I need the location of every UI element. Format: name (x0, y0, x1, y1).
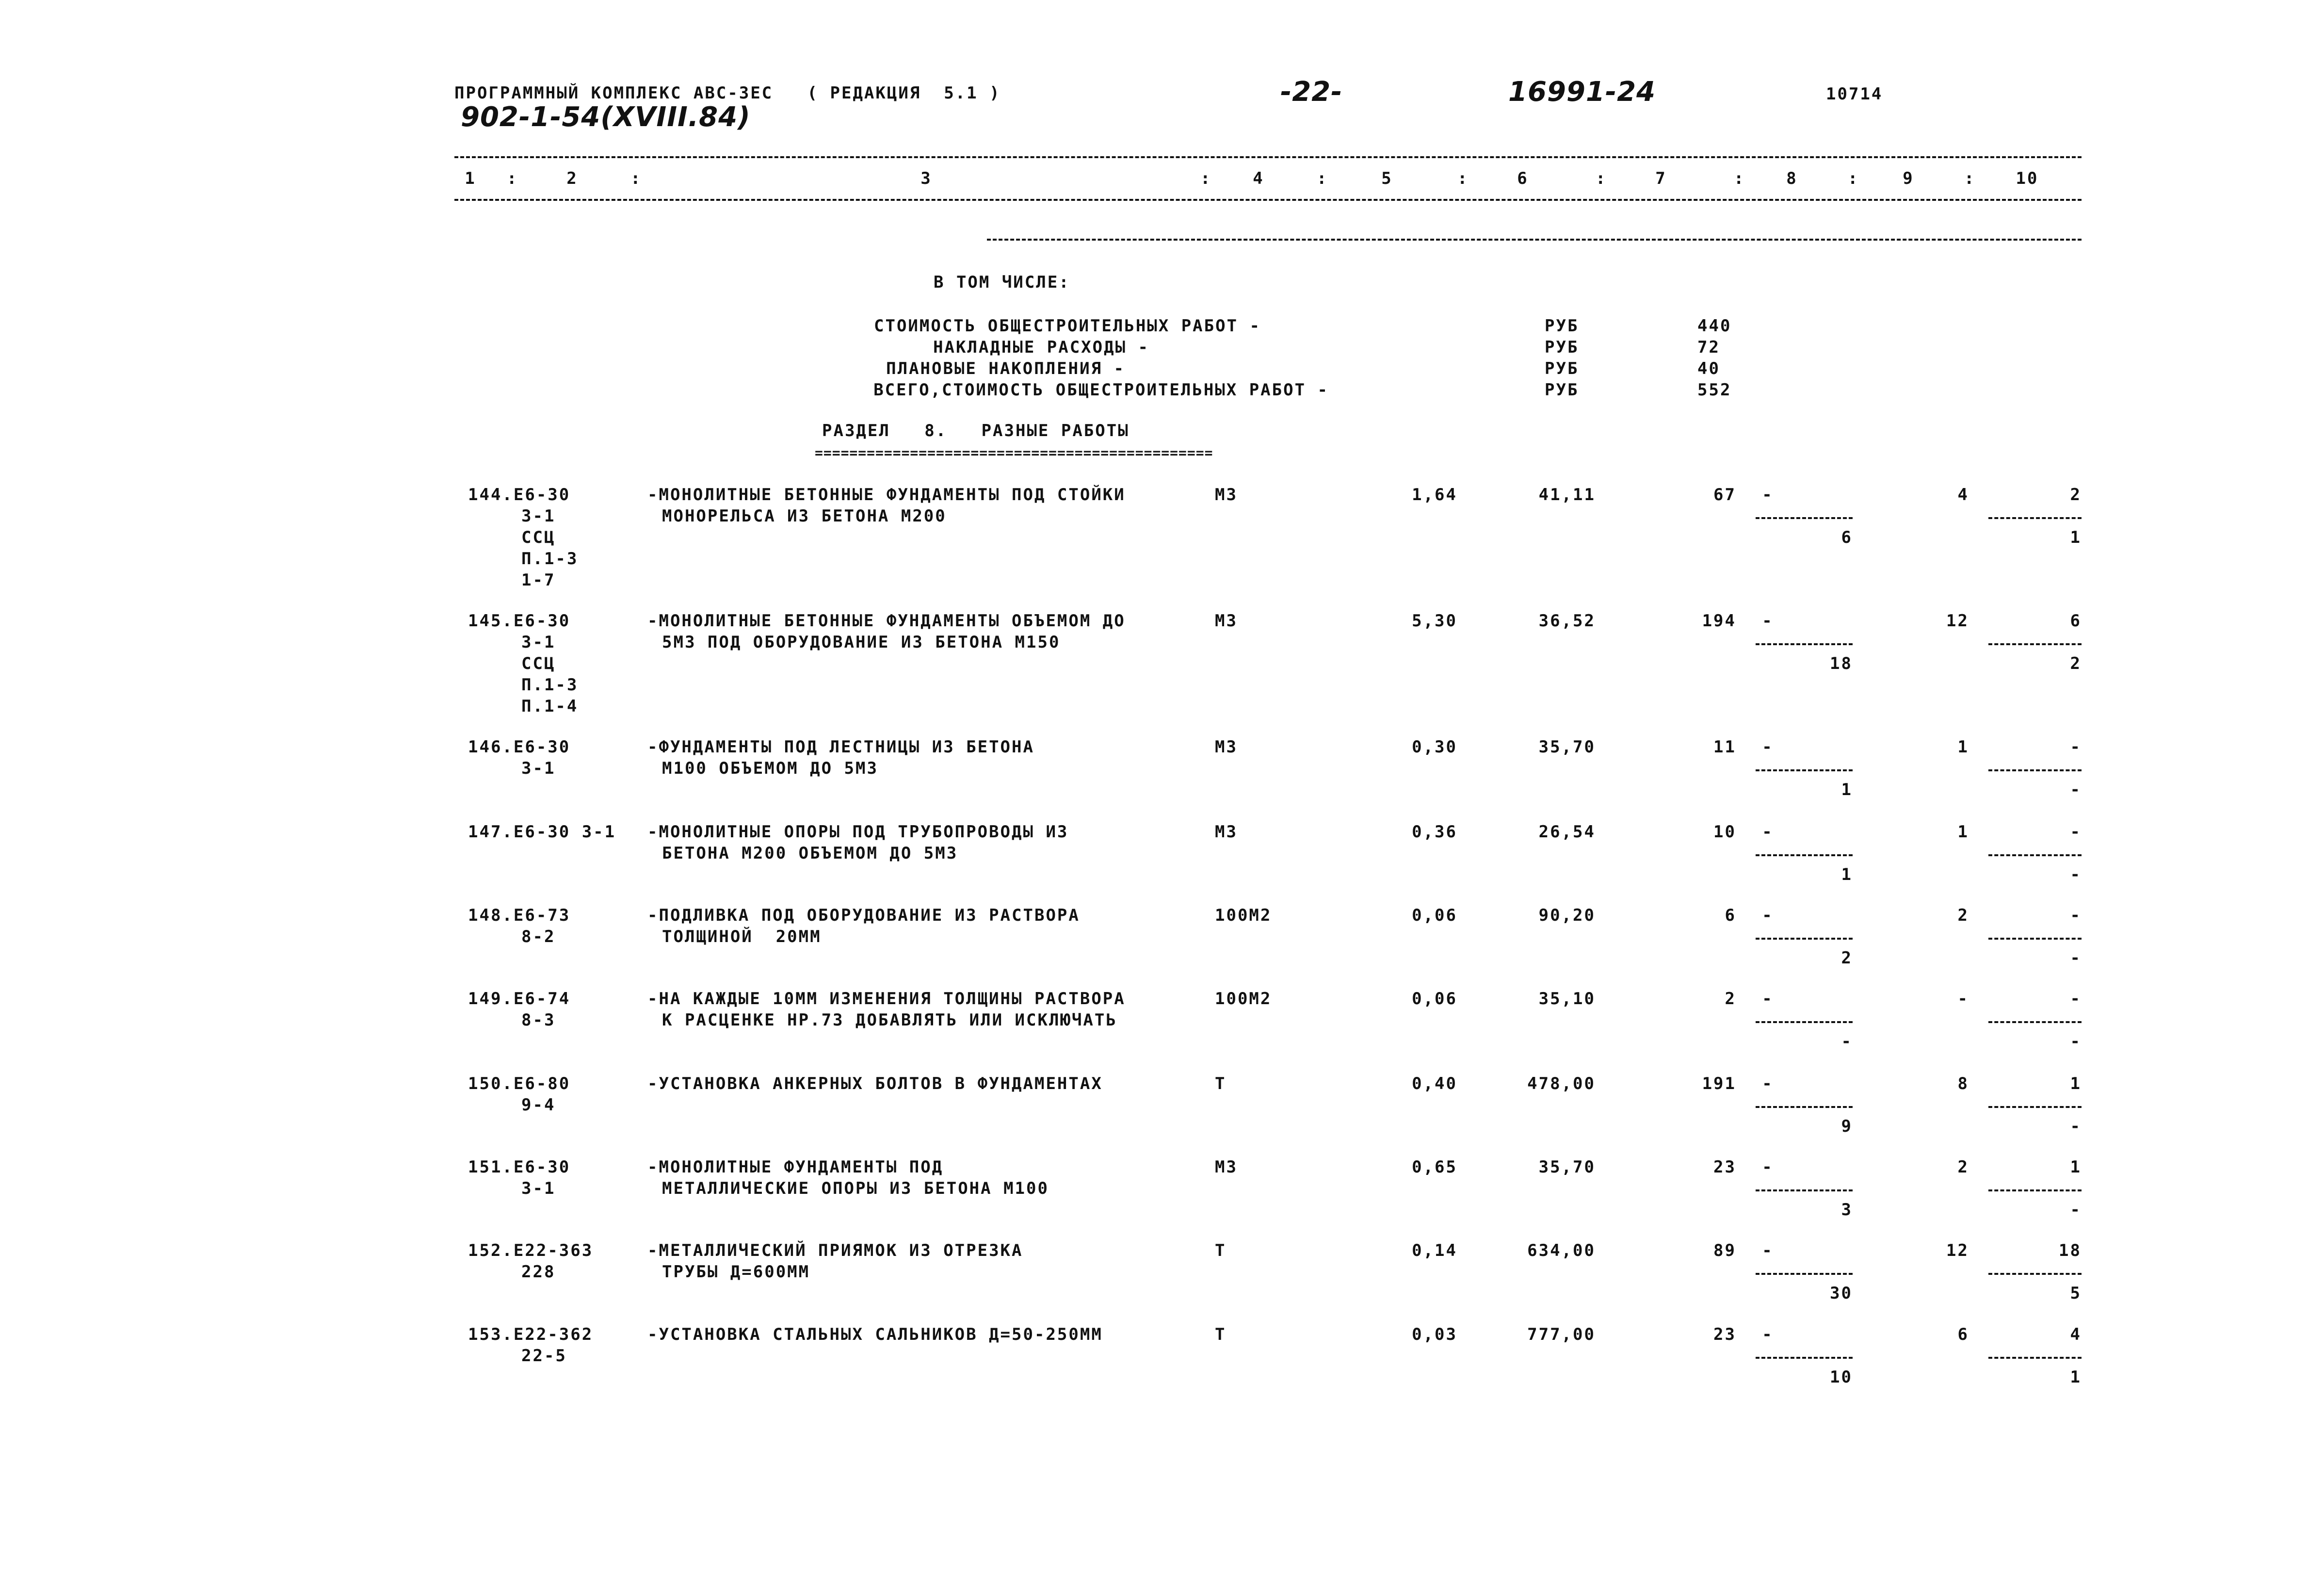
row-col8-top: - (1762, 989, 1774, 1009)
col-6: 6 (1517, 169, 1529, 188)
row-description-line: -МОНОЛИТНЫЕ БЕТОННЫЕ ФУНДАМЕНТЫ ПОД СТОЙКИ (647, 485, 1126, 505)
row-total: 191 (1702, 1074, 1736, 1093)
row-description-line: -ФУНДАМЕНТЫ ПОД ЛЕСТНИЦЫ ИЗ БЕТОНА (647, 737, 1034, 757)
row-col8-top: - (1762, 611, 1774, 631)
row-code-line: 8-3 (521, 1010, 556, 1030)
row-unit: М3 (1215, 1157, 1238, 1177)
including-unit: РУБ (1545, 359, 1579, 378)
row-code-line: 8-2 (521, 927, 556, 946)
row-unit: М3 (1215, 485, 1238, 505)
row-col9: 4 (1957, 485, 1969, 505)
row-code-line: 228 (521, 1262, 556, 1282)
row-col8-divider (1756, 1189, 1853, 1191)
including-value: 552 (1697, 380, 1732, 400)
col-1: 1 (465, 169, 476, 188)
row-col10-top: - (2070, 906, 2082, 925)
row-unit-price: 41,11 (1538, 485, 1596, 505)
col-sep: : (630, 169, 642, 188)
row-description-line: ТРУБЫ Д=600ММ (662, 1262, 810, 1282)
row-col10-bottom: 2 (2070, 654, 2082, 673)
row-col8-bottom: 30 (1830, 1284, 1853, 1303)
row-col9: 8 (1957, 1074, 1969, 1093)
col-3: 3 (920, 169, 932, 188)
row-code-line: 145.Е6-30 (468, 611, 571, 631)
row-description-line: -УСТАНОВКА АНКЕРНЫХ БОЛТОВ В ФУНДАМЕНТАХ (647, 1074, 1103, 1093)
row-code-line: 152.Е22-363 (468, 1241, 594, 1260)
including-label: НАКЛАДНЫЕ РАСХОДЫ - (933, 338, 1149, 357)
row-col10-bottom: - (2070, 1200, 2082, 1220)
row-col8-bottom: 9 (1841, 1117, 1853, 1136)
page-number: -22- (1280, 76, 1343, 108)
row-col10-top: 6 (2070, 611, 2082, 631)
row-code-line: 3-1 (521, 506, 556, 526)
row-col10-bottom: - (2070, 865, 2082, 884)
row-col10-bottom: 5 (2070, 1284, 2082, 1303)
row-unit: М3 (1215, 822, 1238, 842)
row-description-line: -МОНОЛИТНЫЕ ОПОРЫ ПОД ТРУБОПРОВОДЫ ИЗ (647, 822, 1069, 842)
row-total: 6 (1725, 906, 1736, 925)
row-description-line: БЕТОНА М200 ОБЪЕМОМ ДО 5М3 (662, 844, 958, 863)
including-unit: РУБ (1545, 380, 1579, 400)
row-quantity: 0,14 (1412, 1241, 1457, 1260)
row-col10-top: 18 (2059, 1241, 2082, 1260)
col-7: 7 (1655, 169, 1667, 188)
row-col8-bottom: 18 (1830, 654, 1853, 673)
row-col8-divider (1756, 1106, 1853, 1108)
col-5: 5 (1381, 169, 1393, 188)
row-col8-top: - (1762, 1157, 1774, 1177)
row-code-line: 153.Е22-362 (468, 1325, 594, 1344)
row-total: 23 (1713, 1325, 1736, 1344)
col-10: 10 (2016, 169, 2039, 188)
row-col10-top: 1 (2070, 1157, 2082, 1177)
row-unit-price: 26,54 (1538, 822, 1596, 842)
row-unit-price: 35,70 (1538, 737, 1596, 757)
row-col8-divider (1756, 1357, 1853, 1359)
row-total: 10 (1713, 822, 1736, 842)
row-description-line: -МОНОЛИТНЫЕ ФУНДАМЕНТЫ ПОД (647, 1157, 944, 1177)
row-col10-divider (1988, 1106, 2082, 1108)
row-code-line: 22-5 (521, 1346, 567, 1366)
row-col10-divider (1988, 1357, 2082, 1359)
row-unit-price: 478,00 (1527, 1074, 1596, 1093)
row-quantity: 5,30 (1412, 611, 1457, 631)
row-col10-top: 4 (2070, 1325, 2082, 1344)
row-unit: Т (1215, 1074, 1227, 1093)
row-col8-bottom: 10 (1830, 1367, 1853, 1387)
including-value: 440 (1697, 316, 1732, 336)
row-col8-bottom: 1 (1841, 865, 1853, 884)
row-col8-divider (1756, 1021, 1853, 1023)
row-description-line: ТОЛЩИНОЙ 20ММ (662, 927, 822, 946)
row-col8-bottom: - (1841, 1032, 1853, 1051)
row-unit: М3 (1215, 737, 1238, 757)
header-rule-bottom (454, 199, 2082, 201)
row-col10-top: - (2070, 822, 2082, 842)
col-sep: : (1964, 169, 1976, 188)
row-col10-bottom: 1 (2070, 1367, 2082, 1387)
col-sep: : (1200, 169, 1212, 188)
subtotal-rule (987, 239, 2082, 241)
row-total: 67 (1713, 485, 1736, 505)
col-sep: : (1596, 169, 1607, 188)
row-col8-top: - (1762, 737, 1774, 757)
row-col9: 2 (1957, 906, 1969, 925)
row-col10-divider (1988, 854, 2082, 856)
row-col10-bottom: - (2070, 1117, 2082, 1136)
col-9: 9 (1903, 169, 1914, 188)
row-col10-divider (1988, 1021, 2082, 1023)
row-code-line: ССЦ (521, 654, 556, 673)
row-col8-divider (1756, 517, 1853, 519)
row-code-line: 3-1 (521, 759, 556, 778)
row-col10-bottom: - (2070, 780, 2082, 799)
sheet-number: 10714 (1826, 84, 1883, 104)
row-col8-top: - (1762, 822, 1774, 842)
row-unit-price: 35,70 (1538, 1157, 1596, 1177)
including-value: 40 (1697, 359, 1720, 378)
including-label: СТОИМОСТЬ ОБЩЕСТРОИТЕЛЬНЫХ РАБОТ - (874, 316, 1261, 336)
row-description-line: К РАСЦЕНКЕ НР.73 ДОБАВЛЯТЬ ИЛИ ИСКЛЮЧАТЬ (662, 1010, 1117, 1030)
row-description-line: 5М3 ПОД ОБОРУДОВАНИЕ ИЗ БЕТОНА М150 (662, 633, 1061, 652)
row-unit-price: 35,10 (1538, 989, 1596, 1009)
row-description-line: МЕТАЛЛИЧЕСКИЕ ОПОРЫ ИЗ БЕТОНА М100 (662, 1179, 1049, 1198)
row-code-line: 144.Е6-30 (468, 485, 571, 505)
col-2: 2 (566, 169, 578, 188)
row-code-line: 3-1 (521, 633, 556, 652)
table-row (0, 610, 2324, 736)
row-col10-divider (1988, 1189, 2082, 1191)
row-col10-divider (1988, 938, 2082, 940)
row-col8-top: - (1762, 1325, 1774, 1344)
including-unit: РУБ (1545, 338, 1579, 357)
row-description-line: -ПОДЛИВКА ПОД ОБОРУДОВАНИЕ ИЗ РАСТВОРА (647, 906, 1080, 925)
including-unit: РУБ (1545, 316, 1579, 336)
including-title: В ТОМ ЧИСЛЕ: (934, 273, 1070, 292)
including-label: ПЛАНОВЫЕ НАКОПЛЕНИЯ - (886, 359, 1125, 378)
row-col10-top: - (2070, 989, 2082, 1009)
row-code-line: 146.Е6-30 (468, 737, 571, 757)
row-code-line: ССЦ (521, 528, 556, 547)
row-unit-price: 634,00 (1527, 1241, 1596, 1260)
row-col10-divider (1988, 769, 2082, 771)
row-col8-top: - (1762, 906, 1774, 925)
col-sep: : (1848, 169, 1859, 188)
row-unit: М3 (1215, 611, 1238, 631)
section-underline: ============================================== (815, 445, 1213, 461)
row-description-line: МОНОРЕЛЬСА ИЗ БЕТОНА М200 (662, 506, 947, 526)
row-unit: Т (1215, 1325, 1227, 1344)
row-col8-divider (1756, 1273, 1853, 1275)
row-quantity: 0,06 (1412, 906, 1457, 925)
table-row (0, 484, 2324, 610)
row-col8-divider (1756, 643, 1853, 645)
row-col8-divider (1756, 938, 1853, 940)
row-col8-top: - (1762, 1241, 1774, 1260)
row-quantity: 0,03 (1412, 1325, 1457, 1344)
row-col8-bottom: 2 (1841, 948, 1853, 968)
row-unit: 100М2 (1215, 906, 1272, 925)
row-unit: Т (1215, 1241, 1227, 1260)
row-code-line: 148.Е6-73 (468, 906, 571, 925)
col-sep: : (507, 169, 518, 188)
row-col9: 12 (1946, 611, 1969, 631)
row-code-line: 3-1 (521, 1179, 556, 1198)
col-4: 4 (1253, 169, 1264, 188)
handwritten-code: 902-1-54(XVIII.84) (461, 101, 751, 133)
row-quantity: 0,40 (1412, 1074, 1457, 1093)
row-col10-top: - (2070, 737, 2082, 757)
row-quantity: 0,36 (1412, 822, 1457, 842)
row-code-line: П.1-3 (521, 549, 579, 569)
row-quantity: 0,65 (1412, 1157, 1457, 1177)
row-code-line: П.1-4 (521, 697, 579, 716)
row-quantity: 1,64 (1412, 485, 1457, 505)
row-description-line: М100 ОБЪЕМОМ ДО 5М3 (662, 759, 878, 778)
row-total: 2 (1725, 989, 1736, 1009)
row-quantity: 0,06 (1412, 989, 1457, 1009)
col-8: 8 (1786, 169, 1798, 188)
row-quantity: 0,30 (1412, 737, 1457, 757)
row-col8-bottom: 6 (1841, 528, 1853, 547)
col-sep: : (1317, 169, 1328, 188)
row-code-line: 150.Е6-80 (468, 1074, 571, 1093)
row-col8-bottom: 3 (1841, 1200, 1853, 1220)
row-col9: - (1957, 989, 1969, 1009)
row-total: 194 (1702, 611, 1736, 631)
row-description-line: -НА КАЖДЫЕ 10ММ ИЗМЕНЕНИЯ ТОЛЩИНЫ РАСТВОРА (647, 989, 1126, 1009)
row-code-line: 1-7 (521, 570, 556, 590)
row-col10-divider (1988, 517, 2082, 519)
col-sep: : (1457, 169, 1469, 188)
including-label: ВСЕГО,СТОИМОСТЬ ОБЩЕСТРОИТЕЛЬНЫХ РАБОТ - (873, 380, 1329, 400)
row-col10-top: 2 (2070, 485, 2082, 505)
row-col9: 1 (1957, 822, 1969, 842)
row-total: 89 (1713, 1241, 1736, 1260)
row-col10-bottom: - (2070, 948, 2082, 968)
header-rule-top (454, 156, 2082, 158)
program-header: ПРОГРАММНЫЙ КОМПЛЕКС АВС-ЗЕС ( РЕДАКЦИЯ 5.1 ) (454, 83, 1001, 103)
row-description-line: -МЕТАЛЛИЧЕСКИЙ ПРИЯМОК ИЗ ОТРЕЗКА (647, 1241, 1023, 1260)
row-unit-price: 777,00 (1527, 1325, 1596, 1344)
row-col8-top: - (1762, 1074, 1774, 1093)
table-row (0, 1324, 2324, 1450)
row-unit-price: 90,20 (1538, 906, 1596, 925)
row-description-line: -УСТАНОВКА СТАЛЬНЫХ САЛЬНИКОВ Д=50-250ММ (647, 1325, 1103, 1344)
row-col9: 1 (1957, 737, 1969, 757)
row-code-line: 151.Е6-30 (468, 1157, 571, 1177)
row-col8-divider (1756, 854, 1853, 856)
document-number: 16991-24 (1508, 76, 1656, 108)
row-col10-bottom: 1 (2070, 528, 2082, 547)
row-total: 23 (1713, 1157, 1736, 1177)
row-code-line: 147.Е6-30 3-1 (468, 822, 616, 842)
row-col8-bottom: 1 (1841, 780, 1853, 799)
row-unit-price: 36,52 (1538, 611, 1596, 631)
row-total: 11 (1713, 737, 1736, 757)
row-col10-divider (1988, 643, 2082, 645)
row-col8-divider (1756, 769, 1853, 771)
row-col10-divider (1988, 1273, 2082, 1275)
row-col10-bottom: - (2070, 1032, 2082, 1051)
row-unit: 100М2 (1215, 989, 1272, 1009)
row-description-line: -МОНОЛИТНЫЕ БЕТОННЫЕ ФУНДАМЕНТЫ ОБЪЕМОМ ДО (647, 611, 1126, 631)
row-code-line: 149.Е6-74 (468, 989, 571, 1009)
row-code-line: П.1-3 (521, 675, 579, 695)
row-col9: 12 (1946, 1241, 1969, 1260)
section-title: РАЗДЕЛ 8. РАЗНЫЕ РАБОТЫ (822, 421, 1130, 440)
col-sep: : (1734, 169, 1745, 188)
row-code-line: 9-4 (521, 1095, 556, 1115)
including-value: 72 (1697, 338, 1720, 357)
row-col9: 6 (1957, 1325, 1969, 1344)
row-col8-top: - (1762, 485, 1774, 505)
row-col9: 2 (1957, 1157, 1969, 1177)
row-col10-top: 1 (2070, 1074, 2082, 1093)
